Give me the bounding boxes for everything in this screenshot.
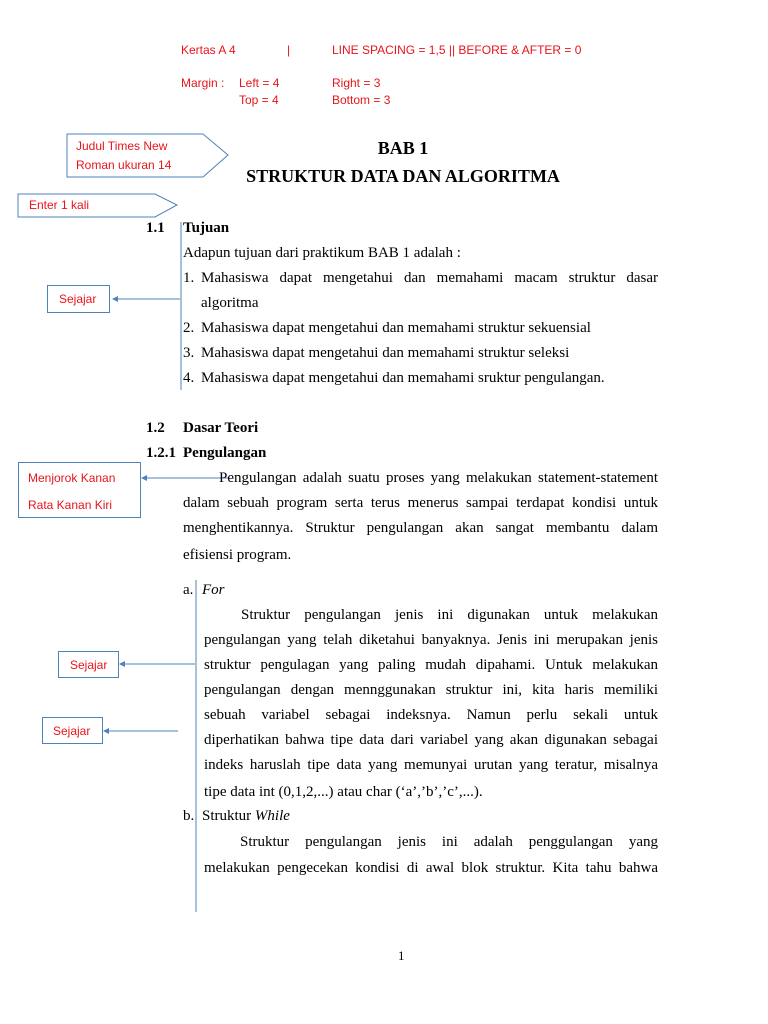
for-para-line-3: struktur pengulagan yang paling mudah dipahami. Untuk melakukan — [204, 657, 658, 673]
list-item-1-continuation: algoritma — [201, 295, 259, 311]
list-item-2-number: 2. — [183, 320, 195, 336]
sejajar-callout-2 — [58, 651, 119, 678]
indent-callout — [18, 462, 141, 518]
indent-callout-line-1: Menjorok Kanan — [28, 471, 116, 485]
list-item-1-text: Mahasiswa dapat mengetahui dan memahami macam struktur dasar — [201, 270, 658, 286]
title-callout-line-1: Judul Times New — [76, 139, 168, 153]
subitem-b-prefix: Struktur — [202, 808, 255, 824]
list-item-4-text: Mahasiswa dapat mengetahui dan memahami sruktur pengulangan. — [201, 370, 605, 386]
section-1-2-number: 1.2 — [146, 420, 165, 436]
sejajar-callout-3-label: Sejajar — [53, 724, 91, 738]
section-1-2-1-title: Pengulangan — [183, 445, 267, 461]
margin-label: Margin : — [181, 76, 225, 90]
section-1-1-intro: Adapun tujuan dari praktikum BAB 1 adalah : — [183, 245, 461, 261]
section-1-1-number: 1.1 — [146, 220, 165, 236]
for-para-line-5: sebuah variabel sebagai indeksnya. Namun perlu sekali untuk — [204, 707, 658, 723]
for-para-line-2: pengulangan yang telah diketahui banyaknya. Jenis ini merupakan jenis — [204, 632, 658, 648]
pengulangan-para-line-4: efisiensi program. — [183, 547, 292, 563]
pengulangan-para-line-3: menghentikannya. Struktur pengulangan akan sangat membantu dalam — [183, 520, 658, 536]
section-1-2-1-number: 1.2.1 — [146, 445, 176, 461]
margin-bottom-note: Bottom = 3 — [332, 93, 391, 107]
page-number: 1 — [398, 948, 405, 963]
for-para-line-4: pengulangan dengan mennggunakan struktur ini, kita haris memiliki — [204, 682, 658, 698]
header-separator: | — [287, 43, 291, 57]
margin-right-note: Right = 3 — [332, 76, 381, 90]
sejajar-callout-3 — [42, 717, 103, 744]
sejajar-callout-1-label: Sejajar — [59, 292, 97, 306]
subitem-b-label: b. — [183, 808, 195, 824]
margin-top-note: Top = 4 — [239, 93, 279, 107]
chapter-title: STRUKTUR DATA DAN ALGORITMA — [246, 166, 560, 186]
title-callout-line-2: Roman ukuran 14 — [76, 158, 172, 172]
pengulangan-para-line-2: dalam sebuah program serta terus menerus sampai terdapat kondisi untuk — [183, 495, 658, 511]
while-para-line-1: Struktur pengulangan jenis ini adalah penggulangan yang — [240, 834, 658, 850]
for-para-line-7: indeks haruslah tipe data yang memunyai urutan yang teratur, misalnya — [204, 757, 658, 773]
pengulangan-para-line-1: Pengulangan adalah suatu proses yang melakukan statement-statement — [219, 470, 658, 486]
list-item-2-text: Mahasiswa dapat mengetahui dan memahami struktur sekuensial — [201, 320, 591, 336]
indent-callout-line-2: Rata Kanan Kiri — [28, 498, 113, 512]
subitem-b-keyword: While — [254, 808, 290, 824]
for-para-line-8: tipe data int (0,1,2,...) atau char (‘a’,’b’,’c’,...). — [204, 784, 483, 800]
subitem-a-title: For — [202, 582, 225, 598]
subitem-a-label: a. — [183, 582, 194, 598]
sejajar-callout-1 — [47, 285, 110, 313]
for-para-line-1: Struktur pengulangan jenis ini digunakan untuk melakukan — [241, 607, 658, 623]
list-item-3-number: 3. — [183, 345, 195, 361]
subitem-b-title — [202, 804, 290, 829]
list-item-4-number: 4. — [183, 370, 195, 386]
list-item-3-text: Mahasiswa dapat mengetahui dan memahami struktur seleksi — [201, 345, 570, 361]
paper-note: Kertas A 4 — [181, 43, 236, 57]
enter-callout: Enter 1 kali — [29, 198, 90, 212]
section-1-1-title: Tujuan — [183, 220, 230, 236]
spacing-note: LINE SPACING = 1,5 || BEFORE & AFTER = 0 — [332, 43, 582, 57]
margin-left-note: Left = 4 — [239, 76, 280, 90]
for-para-line-6: diperhatikan bahwa tipe data dari variabel yang akan digunakan sebagai — [204, 732, 658, 748]
while-para-line-2: melakukan pengecekan kondisi di awal blok struktur. Kita tahu bahwa — [204, 860, 658, 876]
section-1-2-title: Dasar Teori — [183, 420, 259, 436]
list-item-1-number: 1. — [183, 270, 195, 286]
chapter-number: BAB 1 — [377, 138, 429, 158]
sejajar-callout-2-label: Sejajar — [70, 658, 108, 672]
